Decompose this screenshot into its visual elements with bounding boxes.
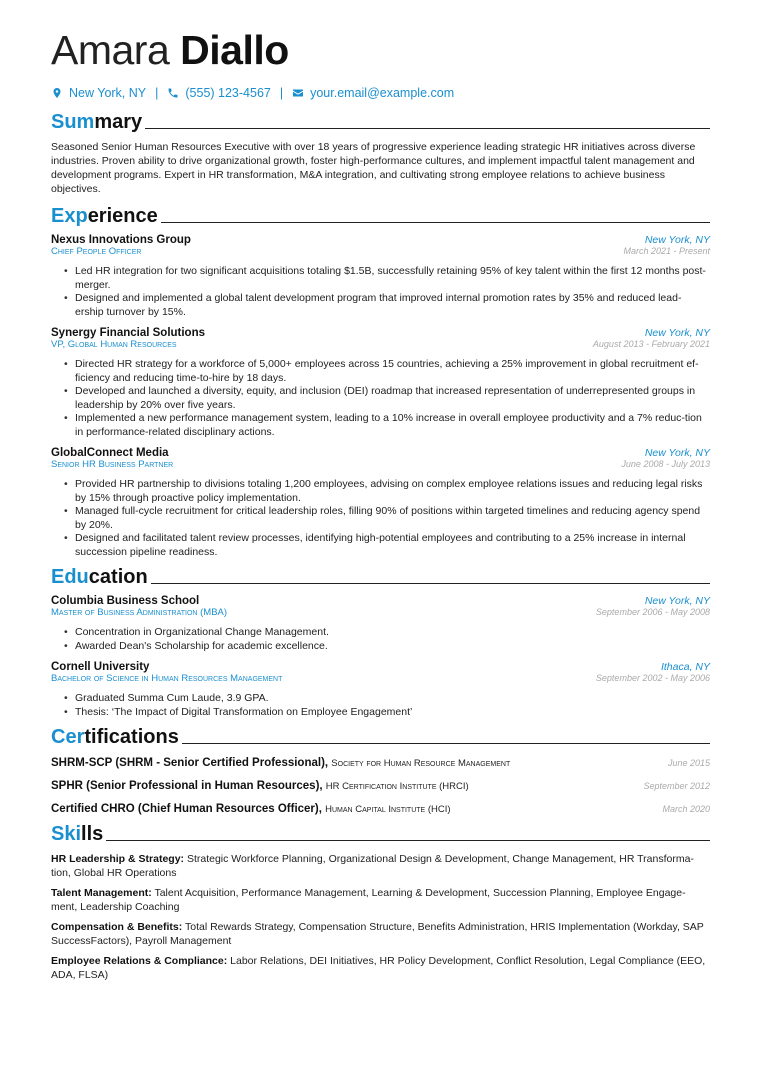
first-name: Amara <box>51 27 170 73</box>
education-entry <box>51 595 710 653</box>
contact-email[interactable] <box>292 86 454 100</box>
summary-text: Seasoned Senior Human Resources Executive with over 18 years of progressive experience leading strategic HR initiatives across diverse industries. Proven ability to drive organizational growth, foster high-performance cultures, and implement impactful talent management and development programs. Expert in HR transformation, M&A integration, and cultivating strong employee relations to achieve business objectives. <box>51 141 696 195</box>
skill-group <box>51 920 710 948</box>
bullet-list <box>51 626 710 653</box>
map-marker-icon <box>51 87 63 99</box>
section-title-accent: Ski <box>51 823 82 845</box>
entry-location: New York, NY <box>644 234 710 246</box>
entry-date: August 2013 - February 2021 <box>592 339 710 349</box>
section-title-accent: Cer <box>51 726 85 748</box>
list-item: • Designed and facilitated talent review processes, identifying high-potential employees and contributing to a 25% increase in internal succession pipeline readiness. <box>75 532 710 559</box>
contact-separator: | <box>155 86 159 100</box>
list-item: • Awarded Dean's Scholarship for academic excellence. <box>75 640 710 654</box>
skill-label: Employee Relations & Compliance: <box>51 955 228 967</box>
section-title-rest: erience <box>87 205 158 227</box>
entry-date: September 2006 - May 2008 <box>595 607 710 617</box>
list-item: • Managed full-cycle recruitment for critical leadership roles, filling 90% of positions within targeted timelines and reducing agency spend by 20%. <box>75 505 710 532</box>
school-name: Columbia Business School <box>51 595 200 607</box>
section-title <box>51 822 103 846</box>
skill-text: Total Rewards Strategy, Compensation Structure, Benefits Administration, HRIS Implementation (Workday, SAP SuccessFactors), Payroll Management <box>51 921 704 947</box>
entry-location: New York, NY <box>644 447 710 459</box>
certification-item: SPHR (Senior Professional in Human Resources), HR Certification Institute (HRCI) September 2012 <box>51 780 710 792</box>
certification-item: Certified CHRO (Chief Human Resources Officer), Human Capital Institute (HCI) March 2020 <box>51 803 710 815</box>
section-title-rest: tifications <box>84 726 179 748</box>
skill-text: Talent Acquisition, Performance Management, Learning & Development, Succession Planning, Employee Engage-ment, Leadership Coaching <box>51 887 686 913</box>
certification-issuer: HR Certification Institute (HRCI) <box>325 781 469 792</box>
skill-text: Labor Relations, DEI Initiatives, HR Policy Development, Conflict Resolution, Legal Compliance (EEO, ADA, FLSA) <box>51 955 706 981</box>
section-rule <box>145 128 710 129</box>
experience-heading <box>51 204 710 228</box>
phone-text: (555) 123-4567 <box>185 86 271 100</box>
entry-date: September 2002 - May 2006 <box>595 673 710 683</box>
entry-date: March 2021 - Present <box>623 246 710 256</box>
list-item: • Led HR integration for two significant acquisitions totaling $1.5B, successfully retaining 95% of key talent within the first 12 months post-merger. <box>75 265 710 292</box>
experience-entry <box>51 327 710 439</box>
section-rule <box>151 583 710 584</box>
contact-separator: | <box>279 86 284 100</box>
certification-name: SHRM-SCP (SHRM - Senior Certified Professional) <box>51 757 325 769</box>
candidate-name <box>51 26 710 74</box>
contact-phone[interactable] <box>167 86 270 100</box>
entry-location: New York, NY <box>644 595 710 607</box>
certification-name: Certified CHRO (Chief Human Resources Officer) <box>51 803 319 815</box>
experience-entry <box>51 234 710 319</box>
education-heading <box>51 565 710 589</box>
contact-location <box>51 86 146 100</box>
section-rule <box>106 840 710 841</box>
skill-group <box>51 886 710 914</box>
experience-entry <box>51 447 710 559</box>
section-title-accent: Edu <box>51 566 89 588</box>
section-title <box>51 725 179 749</box>
bullet-list <box>51 265 710 319</box>
certification-issuer: Society for Human Resource Management <box>331 758 511 769</box>
job-title: Senior HR Business Partner <box>51 459 174 470</box>
employer-name: GlobalConnect Media <box>51 447 169 459</box>
list-item: • Directed HR strategy for a workforce of 5,000+ employees across 15 countries, achieving a 25% improvement in global recruitment ef-ficiency and reducing time-to-hire by 18 days. <box>75 358 710 385</box>
skill-group <box>51 954 710 982</box>
skill-group <box>51 852 710 880</box>
entry-date: June 2008 - July 2013 <box>621 459 710 469</box>
list-item: • Thesis: ‘The Impact of Digital Transformation on Employee Engagement’ <box>75 706 710 720</box>
section-title-rest: lls <box>81 823 104 845</box>
list-item: • Concentration in Organizational Change Management. <box>75 626 710 640</box>
summary-heading <box>51 110 710 134</box>
education-entry <box>51 661 710 719</box>
bullet-list <box>51 358 710 439</box>
email-link[interactable]: your.email@example.com <box>310 86 455 100</box>
list-item: • Designed and implemented a global talent development program that improved internal promotion rates by 35% and reduced lead-ership turnover by 15%. <box>75 292 710 319</box>
bullet-list <box>51 692 710 719</box>
entry-location: New York, NY <box>644 327 710 339</box>
section-title <box>51 110 142 134</box>
bullet-list <box>51 478 710 559</box>
skill-label: Talent Management: <box>51 887 152 899</box>
section-title-accent: Sum <box>51 111 95 133</box>
list-item: • Provided HR partnership to divisions totaling 1,200 employees, advising on complex employee relations issues and reducing legal risks by 15% through proactive policy implementation. <box>75 478 710 505</box>
certification-item: SHRM-SCP (SHRM - Senior Certified Professional), Society for Human Resource Management June 2015 <box>51 757 710 769</box>
employer-name: Synergy Financial Solutions <box>51 327 206 339</box>
envelope-icon <box>292 87 304 99</box>
list-item: • Implemented a new performance management system, leading to a 10% increase in overall employee productivity and a 7% reduc-tion in performance-related disciplinary actions. <box>75 412 710 439</box>
phone-icon <box>167 87 179 99</box>
contact-bar <box>51 84 710 102</box>
section-title-rest: mary <box>94 111 143 133</box>
school-name: Cornell University <box>51 661 150 673</box>
certifications-heading <box>51 725 710 749</box>
skills-heading <box>51 822 710 846</box>
section-rule <box>182 743 710 744</box>
section-title-rest: cation <box>88 566 148 588</box>
last-name: Diallo <box>180 27 289 73</box>
certification-name: SPHR (Senior Professional in Human Resources) <box>51 780 320 792</box>
skill-label: Compensation & Benefits: <box>51 921 183 933</box>
section-title <box>51 565 148 589</box>
certification-list <box>51 753 710 822</box>
skill-label: HR Leadership & Strategy: <box>51 853 185 865</box>
section-title-accent: Exp <box>51 205 88 227</box>
entry-date: June 2015 <box>667 758 710 768</box>
skill-text: Strategic Workforce Planning, Organizational Design & Development, Change Management, HR Transforma-tion, Global HR Operations <box>51 853 694 879</box>
list-item: • Developed and launched a diversity, equity, and inclusion (DEI) roadmap that increased representation of underrepresented groups in leadership by 20% over five years. <box>75 385 710 412</box>
certification-issuer: Human Capital Institute (HCI) <box>325 804 451 815</box>
job-title: VP, Global Human Resources <box>51 339 177 350</box>
list-item: • Graduated Summa Cum Laude, 3.9 GPA. <box>75 692 710 706</box>
location-text: New York, NY <box>69 86 147 100</box>
degree-title: Bachelor of Science in Human Resources Management <box>51 673 283 684</box>
degree-title: Master of Business Administration (MBA) <box>51 607 228 618</box>
section-rule <box>161 222 710 223</box>
job-title: Chief People Officer <box>51 246 142 257</box>
entry-date: March 2020 <box>662 804 710 814</box>
section-title <box>51 204 158 228</box>
entry-date: September 2012 <box>643 781 710 791</box>
employer-name: Nexus Innovations Group <box>51 234 191 246</box>
entry-location: Ithaca, NY <box>660 661 710 673</box>
